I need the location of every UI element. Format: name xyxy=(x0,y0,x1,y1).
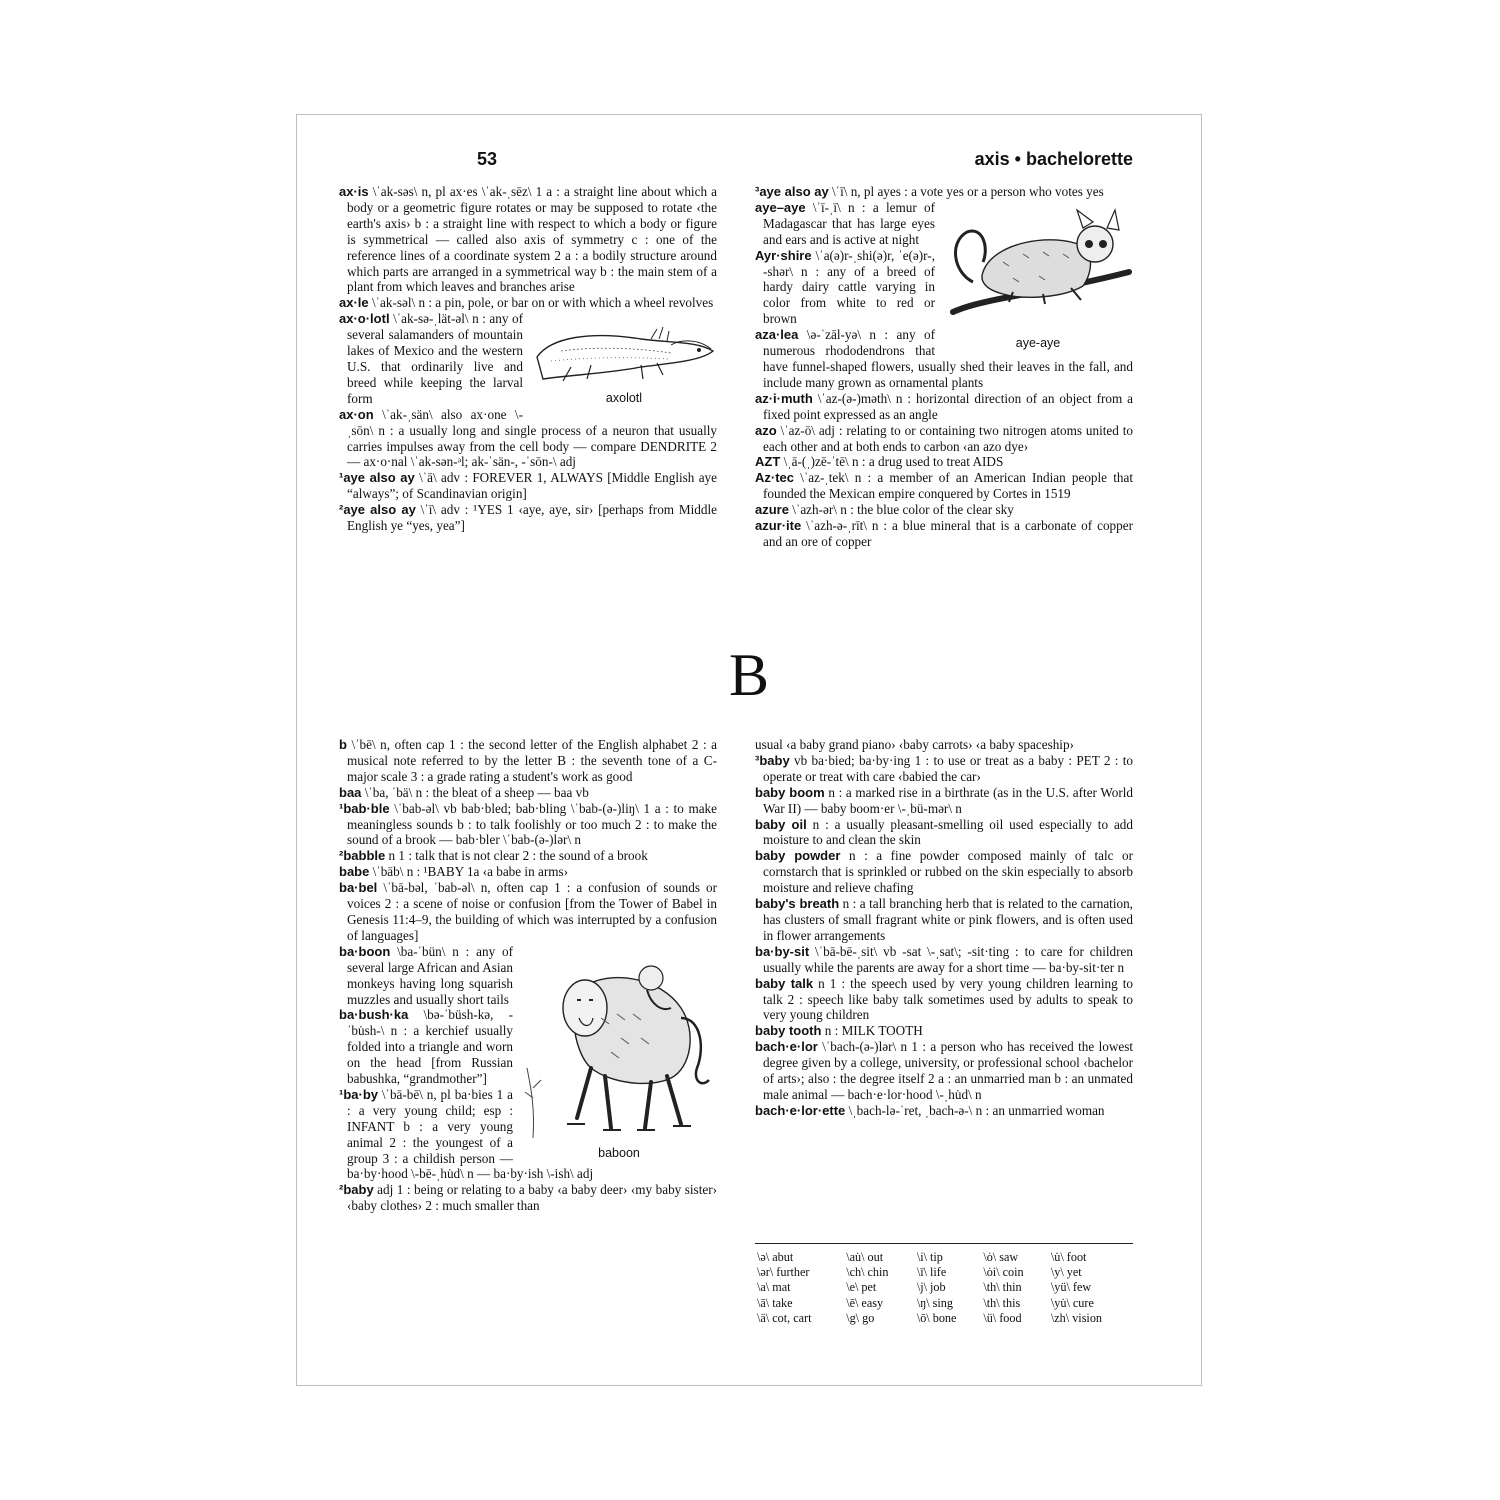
entry: aza·lea \ə-ˈzāl-yə\ n : any of numerous rhododendrons that have funnel-shaped flowers, usually shed their leaves in the fall, and include many grown as ornamental plants xyxy=(755,327,1133,390)
column-bottom-right xyxy=(755,737,1133,1119)
entry: ³aye also ay \ˈī\ n, pl ayes : a vote yes or a person who votes yes xyxy=(755,184,1104,199)
baboon-illustration xyxy=(521,948,717,1162)
aye-aye-icon xyxy=(943,202,1133,330)
entry: ²babble n 1 : talk that is not clear 2 : the sound of a brook xyxy=(339,848,648,864)
entry: aye–aye \ˈī-ˌī\ n : a lemur of Madagascar that has large eyes and ears and is active at night xyxy=(755,199,935,247)
guide-words: axis • bachelorette xyxy=(974,149,1133,169)
dictionary-page xyxy=(296,114,1202,1386)
entry: Ayr·shire \ˈa(ə)r-ˌshi(ə)r, ˈe(ə)r-, -shər\ n : any of a breed of hardy dairy cattle varying in color from white to red or brown xyxy=(755,247,935,327)
entry: AZT \ˌā-(ˌ)zē-ˈtē\ n : a drug used to treat AIDS xyxy=(755,454,1004,470)
axolotl-icon xyxy=(531,317,717,389)
entry: azure \ˈazh-ər\ n : the blue color of the clear sky xyxy=(755,502,1014,518)
entry: babe \ˈbāb\ n : ¹BABY 1a ‹a babe in arms› xyxy=(339,864,569,880)
entry: ax·on \ˈak-ˌsän\ also ax·one \-ˌsōn\ n : a usually long and single process of a neuron that usually carries impulses away from the cell body — compare DENDRITE 2 — ax·o·nal \ˈak-sən-ᵊl; ak-ˈsän-, -ˈsōn-\ adj xyxy=(339,406,717,470)
entry: bach·e·lor \ˈbach-(ə-)lər\ n 1 : a person who has received the lowest degree given by a college, university, or professional school ‹bachelor of arts›; also : the degree itself 2 a : an unmarried man b : an unmated male animal — bach·e·lor·hood \-ˌhu̇d\ n xyxy=(755,1039,1133,1102)
entry: baa \ˈba, ˈbä\ n : the bleat of a sheep — baa vb xyxy=(339,784,589,800)
section-letter: B xyxy=(728,642,770,708)
entry: az·i·muth \ˈaz-(ə-)məth\ n : horizontal direction of an object from a fixed point expressed as an angle xyxy=(755,390,1133,422)
entry: baby's breath n : a tall branching herb that is related to the carnation, has clusters of small fragrant white or pink flowers, and is often used in flower arrangements xyxy=(755,896,1133,943)
page-number: 53 xyxy=(477,149,498,169)
entry: b \ˈbē\ n, often cap 1 : the second letter of the English alphabet 2 : a musical note referred to by the letter B : the seventh tone of a C-major scale 3 : a grade rating a student's work as good xyxy=(339,737,717,784)
column-bottom-left xyxy=(339,737,717,1214)
pronunciation-key xyxy=(755,1243,1133,1326)
column-top-right xyxy=(755,184,1133,550)
entry: ba·bel \ˈbā-bəl, ˈbab-əl\ n, often cap 1 : a confusion of sounds or voices 2 : a scene of noise or confusion [from the Tower of Babel in Genesis 11:4–9, the building of which was interrupted by a confusion of languages] xyxy=(339,880,717,943)
figure-caption: aye-aye xyxy=(1015,335,1061,350)
axolotl-illustration xyxy=(531,317,717,407)
entry: ba·by-sit \ˈbā-bē-ˌsit\ vb -sat \-ˌsat\; -sit·ting : to care for children usually while the parents are away for a short time — ba·by-sit·ter n xyxy=(755,943,1133,975)
entry: baby boom n : a marked rise in a birthrate (as in the U.S. after World War II) — baby boom·er \-ˌbü-mər\ n xyxy=(755,784,1133,816)
figure-caption: baboon xyxy=(598,1145,640,1160)
column-top-left xyxy=(339,184,717,534)
entry: Az·tec \ˈaz-ˌtek\ n : a member of an American Indian people that founded the Mexican empire conquered by Cortes in 1519 xyxy=(755,470,1133,502)
entry: ba·bush·ka \bə-ˈbüsh-kə, -ˈbu̇sh-\ n : a kerchief usually folded into a triangle and worn on the head [from Russian babushka, “grandmother”] xyxy=(339,1007,513,1087)
entry: ³baby vb ba·bied; ba·by·ing 1 : to use or treat as a baby : PET 2 : to operate or treat with care ‹babied the car› xyxy=(755,752,1133,784)
entry: azur·ite \ˈazh-ə-ˌrīt\ n : a blue mineral that is a carbonate of copper and an ore of copper xyxy=(755,518,1133,549)
aye-aye-illustration xyxy=(943,202,1133,352)
entry: baby talk n 1 : the speech used by very young children learning to talk 2 : speech like baby talk sometimes used by adults to speak to very young children xyxy=(755,975,1133,1023)
entry: baby oil n : a usually pleasant-smelling oil used especially to add moisture to and clean the skin xyxy=(755,816,1133,848)
entry: ax·is \ˈak-səs\ n, pl ax·es \ˈak-ˌsēz\ 1 a : a straight line about which a body or a geometric figure rotates or may be supposed to rotate ‹the earth's axis› b : a straight line with respect to which a body or figure is symmetrical — called also axis of symmetry c : one of the reference lines of a coordinate system 2 a : a bodily structure around which parts are arranged in a symmetrical way b : the main stem of a plant from which leaves and branches arise xyxy=(339,184,717,295)
entry: ax·le \ˈak-səl\ n : a pin, pole, or bar on or with which a wheel revolves xyxy=(339,295,714,311)
entry: ²aye also ay \ˈī\ adv : ¹YES 1 ‹aye, aye, sir› [perhaps from Middle English ye “yes, yea”] xyxy=(339,502,717,534)
entry: usual ‹a baby grand piano› ‹baby carrots› ‹a baby spaceship› xyxy=(755,737,1074,752)
entry: baby tooth n : MILK TOOTH xyxy=(755,1023,923,1039)
figure-caption: axolotl xyxy=(605,391,643,406)
entry: azo \ˈaz-ō\ adj : relating to or containing two nitrogen atoms united to each other and at both ends to carbon ‹an azo dye› xyxy=(755,422,1133,454)
entry: ²baby adj 1 : being or relating to a baby ‹a baby deer› ‹my baby sister› ‹baby clothes› 2 : much smaller than xyxy=(339,1182,717,1214)
entry: ax·o·lotl \ˈak-sə-ˌlät-əl\ n : any of several salamanders of mountain lakes of Mexico and the western U.S. that ordinarily live and breed while keeping the larval form xyxy=(339,311,523,406)
pronunciation-key-table: \ə\ abut \au̇\ out \i\ tip \ȯ\ saw \u̇\ foot \ər\ further \ch\ chin \ī\ life \ȯi\ coin \y\ yet \a\ mat \e\ pet \j\ job \th\ thin \yü\ few \ā\ take \ē\ easy \ŋ\ sing \th\ this \yu̇\ cure \ä\ cot, cart \g\ go \ō\ bone \ü\ food \zh\ vision xyxy=(757,1250,1103,1325)
entry: ¹ba·by \ˈbā-bē\ n, pl ba·bies 1 a : a very young child; esp : INFANT b : a very young animal 2 : the youngest of a group 3 : a childish person — ba·by·hood \-bē-ˌhu̇d\ n — ba·by·ish \-ish\ adj xyxy=(339,1086,594,1182)
baboon-icon xyxy=(521,948,717,1144)
entry: baby powder n : a fine powder composed mainly of talc or cornstarch that is sprinkled or rubbed on the skin especially to absorb moisture and relieve chafing xyxy=(755,848,1133,896)
entry: ba·boon \ba-ˈbün\ n : any of several large African and Asian monkeys having long squarish muzzles and usually short tails xyxy=(339,943,513,1007)
entry: ¹bab·ble \ˈbab-əl\ vb bab·bled; bab·bling \ˈbab-(ə-)liŋ\ 1 a : to make meaningless sounds b : to talk foolishly or too much 2 : to make the sound of a brook — bab·bler \ˈbab-(ə-)lər\ n xyxy=(339,800,717,848)
entry: bach·e·lor·ette \ˌbach-lə-ˈret, ˌbach-ə-\ n : an unmarried woman xyxy=(755,1102,1105,1118)
entry: ¹aye also ay \ˈā\ adv : FOREVER 1, ALWAYS [Middle English aye “always”; of Scandinavian origin] xyxy=(339,470,717,502)
